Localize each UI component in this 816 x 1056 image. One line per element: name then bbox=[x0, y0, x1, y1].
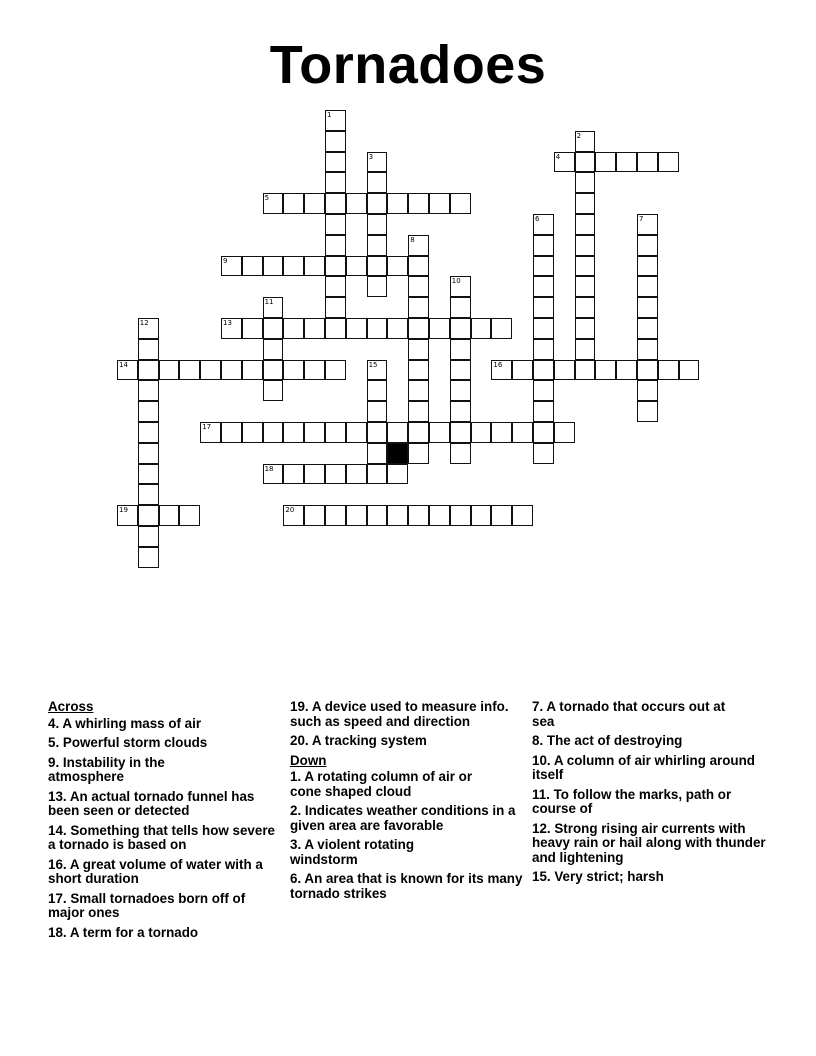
grid-cell[interactable] bbox=[637, 235, 658, 256]
across-heading: Across bbox=[48, 699, 94, 714]
grid-cell[interactable] bbox=[138, 547, 159, 568]
grid-cell[interactable] bbox=[346, 505, 367, 526]
grid-cell[interactable] bbox=[387, 318, 408, 339]
grid-cell[interactable] bbox=[304, 318, 325, 339]
grid-cell[interactable] bbox=[512, 505, 533, 526]
clue-down-7: 7. A tornado that occurs out at sea bbox=[532, 699, 726, 729]
grid-cell[interactable] bbox=[637, 339, 658, 360]
grid-cell[interactable] bbox=[283, 422, 304, 443]
grid-cell[interactable] bbox=[346, 318, 367, 339]
grid-cell[interactable] bbox=[533, 380, 554, 401]
clue-down-3: 3. A violent rotating windstorm bbox=[290, 837, 415, 867]
grid-cell[interactable] bbox=[242, 422, 263, 443]
grid-cell[interactable] bbox=[387, 422, 408, 443]
grid-cell[interactable] bbox=[450, 193, 471, 214]
grid-cell[interactable] bbox=[575, 318, 596, 339]
grid-cell[interactable] bbox=[263, 422, 284, 443]
grid-cell[interactable] bbox=[263, 297, 284, 318]
clue-number: 8 bbox=[410, 235, 415, 244]
grid-cell[interactable] bbox=[575, 152, 596, 173]
grid-cell[interactable] bbox=[450, 318, 471, 339]
grid-cell[interactable] bbox=[367, 152, 388, 173]
grid-cell[interactable] bbox=[637, 318, 658, 339]
grid-cell[interactable] bbox=[283, 464, 304, 485]
grid-cell[interactable] bbox=[554, 360, 575, 381]
grid-cell[interactable] bbox=[575, 297, 596, 318]
grid-cell[interactable] bbox=[491, 422, 512, 443]
grid-cell[interactable] bbox=[637, 380, 658, 401]
grid-cell[interactable] bbox=[159, 360, 180, 381]
grid-cell[interactable] bbox=[263, 380, 284, 401]
clue-number: 19 bbox=[119, 506, 128, 515]
clue-column-2 bbox=[290, 700, 526, 906]
grid-cell[interactable] bbox=[408, 360, 429, 381]
grid-cell[interactable] bbox=[533, 401, 554, 422]
grid-cell[interactable] bbox=[138, 360, 159, 381]
grid-cell[interactable] bbox=[283, 256, 304, 277]
grid-cell[interactable] bbox=[325, 318, 346, 339]
grid-cell[interactable] bbox=[138, 339, 159, 360]
grid-cell[interactable] bbox=[616, 152, 637, 173]
clue-across-17: 17. Small tornadoes born off of major ones bbox=[48, 890, 246, 920]
grid-cell[interactable] bbox=[408, 505, 429, 526]
grid-cell[interactable] bbox=[367, 422, 388, 443]
grid-cell[interactable] bbox=[325, 110, 346, 131]
grid-cell[interactable] bbox=[408, 276, 429, 297]
grid-cell[interactable] bbox=[304, 193, 325, 214]
grid-cell[interactable] bbox=[408, 380, 429, 401]
grid-cell[interactable] bbox=[637, 256, 658, 277]
grid-cell[interactable] bbox=[179, 505, 200, 526]
grid-cell[interactable] bbox=[138, 484, 159, 505]
clue-number: 5 bbox=[264, 194, 270, 203]
grid-cell[interactable] bbox=[304, 505, 325, 526]
grid-cell[interactable] bbox=[159, 505, 180, 526]
black-cell bbox=[387, 443, 408, 464]
grid-cell[interactable] bbox=[138, 422, 159, 443]
grid-cell[interactable] bbox=[367, 256, 388, 277]
grid-cell[interactable] bbox=[408, 318, 429, 339]
grid-cell[interactable] bbox=[325, 152, 346, 173]
crossword-grid bbox=[117, 110, 717, 580]
grid-cell[interactable] bbox=[367, 505, 388, 526]
grid-cell[interactable] bbox=[367, 464, 388, 485]
grid-cell[interactable] bbox=[221, 360, 242, 381]
grid-cell[interactable] bbox=[242, 360, 263, 381]
grid-cell[interactable] bbox=[408, 339, 429, 360]
clue-number: 11 bbox=[264, 298, 274, 307]
grid-cell[interactable] bbox=[367, 360, 388, 381]
clue-across-18: 18. A term for a tornado bbox=[48, 924, 199, 940]
grid-cell[interactable] bbox=[304, 422, 325, 443]
grid-cell[interactable] bbox=[637, 152, 658, 173]
grid-cell[interactable] bbox=[575, 360, 596, 381]
grid-cell[interactable] bbox=[575, 339, 596, 360]
clue-across-5: 5. Powerful storm clouds bbox=[48, 735, 208, 750]
grid-cell[interactable] bbox=[325, 297, 346, 318]
clue-across-20: 20. A tracking system bbox=[290, 733, 427, 748]
clue-number: 12 bbox=[139, 319, 149, 327]
grid-cell[interactable] bbox=[117, 505, 138, 526]
clue-number: 3 bbox=[368, 152, 374, 161]
clue-number: 9 bbox=[223, 256, 228, 265]
grid-cell[interactable] bbox=[387, 256, 408, 277]
grid-cell[interactable] bbox=[471, 318, 492, 339]
grid-cell[interactable] bbox=[471, 505, 492, 526]
grid-cell[interactable] bbox=[533, 339, 554, 360]
clue-column-3 bbox=[532, 700, 768, 890]
grid-cell[interactable] bbox=[325, 256, 346, 277]
clue-down-11: 11. To follow the marks, path or course of bbox=[532, 786, 732, 816]
grid-cell[interactable] bbox=[283, 193, 304, 214]
grid-cell[interactable] bbox=[367, 380, 388, 401]
grid-cell[interactable] bbox=[346, 193, 367, 214]
clue-number: 14 bbox=[119, 360, 128, 369]
grid-cell[interactable] bbox=[637, 214, 658, 235]
grid-cell[interactable] bbox=[367, 401, 388, 422]
grid-cell[interactable] bbox=[450, 297, 471, 318]
clue-number: 2 bbox=[576, 131, 582, 140]
grid-cell[interactable] bbox=[533, 297, 554, 318]
grid-cell[interactable] bbox=[408, 443, 429, 464]
grid-cell[interactable] bbox=[408, 235, 429, 256]
clue-down-6: 6. An area that is known for its many tornado strikes bbox=[290, 871, 523, 901]
grid-cell[interactable] bbox=[304, 464, 325, 485]
grid-cell[interactable] bbox=[200, 360, 221, 381]
grid-cell[interactable] bbox=[595, 360, 616, 381]
clue-number: 15 bbox=[368, 360, 378, 369]
grid-cell[interactable] bbox=[346, 422, 367, 443]
grid-cell[interactable] bbox=[387, 505, 408, 526]
grid-cell[interactable] bbox=[450, 443, 471, 464]
grid-cell[interactable] bbox=[138, 380, 159, 401]
grid-cell[interactable] bbox=[658, 152, 679, 173]
grid-cell[interactable] bbox=[283, 505, 304, 526]
grid-cell[interactable] bbox=[429, 422, 450, 443]
grid-cell[interactable] bbox=[367, 172, 388, 193]
grid-cell[interactable] bbox=[450, 505, 471, 526]
grid-cell[interactable] bbox=[325, 235, 346, 256]
grid-cell[interactable] bbox=[512, 422, 533, 443]
grid-cell[interactable] bbox=[533, 443, 554, 464]
grid-cell[interactable] bbox=[138, 464, 159, 485]
grid-cell[interactable] bbox=[387, 193, 408, 214]
grid-cell[interactable] bbox=[325, 214, 346, 235]
grid-cell[interactable] bbox=[263, 256, 284, 277]
grid-cell[interactable] bbox=[263, 464, 284, 485]
grid-cell[interactable] bbox=[679, 360, 700, 381]
clue-down-12: 12. Strong rising air currents with heavy rain or hail along with thunder and lightening bbox=[532, 820, 766, 865]
grid-cell[interactable] bbox=[554, 422, 575, 443]
grid-cell[interactable] bbox=[637, 401, 658, 422]
grid-cell[interactable] bbox=[138, 526, 159, 547]
grid-cell[interactable] bbox=[179, 360, 200, 381]
grid-cell[interactable] bbox=[346, 256, 367, 277]
grid-cell[interactable] bbox=[533, 235, 554, 256]
grid-cell[interactable] bbox=[325, 276, 346, 297]
grid-cell[interactable] bbox=[138, 505, 159, 526]
clue-down-15: 15. Very strict; harsh bbox=[532, 869, 664, 884]
clue-number: 17 bbox=[202, 423, 212, 431]
grid-cell[interactable] bbox=[138, 401, 159, 422]
clue-number: 7 bbox=[639, 215, 644, 223]
clue-across-4: 4. A whirling mass of air bbox=[48, 715, 202, 731]
grid-cell[interactable] bbox=[325, 505, 346, 526]
grid-cell[interactable] bbox=[491, 360, 512, 381]
grid-cell[interactable] bbox=[325, 193, 346, 214]
grid-cell[interactable] bbox=[637, 276, 658, 297]
grid-cell[interactable] bbox=[450, 339, 471, 360]
grid-cell[interactable] bbox=[533, 360, 554, 381]
grid-cell[interactable] bbox=[304, 256, 325, 277]
grid-cell[interactable] bbox=[595, 152, 616, 173]
grid-cell[interactable] bbox=[408, 297, 429, 318]
clue-column-1 bbox=[48, 700, 280, 945]
grid-cell[interactable] bbox=[533, 276, 554, 297]
grid-cell[interactable] bbox=[450, 401, 471, 422]
grid-cell[interactable] bbox=[346, 464, 367, 485]
grid-cell[interactable] bbox=[408, 256, 429, 277]
grid-cell[interactable] bbox=[138, 318, 159, 339]
grid-cell[interactable] bbox=[117, 360, 138, 381]
grid-cell[interactable] bbox=[221, 256, 242, 277]
grid-cell[interactable] bbox=[367, 276, 388, 297]
clue-down-10: 10. A column of air whirling around itself bbox=[532, 752, 755, 782]
clue-across-14: 14. Something that tells how severe a tornado is based on bbox=[48, 822, 275, 852]
grid-cell[interactable] bbox=[408, 401, 429, 422]
clue-down-1: 1. A rotating column of air or cone shaped cloud bbox=[290, 769, 473, 799]
clue-down-2: 2. Indicates weather conditions in a given area are favorable bbox=[290, 803, 516, 833]
down-heading: Down bbox=[290, 752, 327, 768]
grid-cell[interactable] bbox=[616, 360, 637, 381]
clue-number: 13 bbox=[223, 319, 232, 327]
grid-cell[interactable] bbox=[263, 318, 284, 339]
grid-cell[interactable] bbox=[533, 256, 554, 277]
grid-cell[interactable] bbox=[450, 276, 471, 297]
grid-cell[interactable] bbox=[554, 152, 575, 173]
grid-cell[interactable] bbox=[367, 318, 388, 339]
grid-cell[interactable] bbox=[283, 318, 304, 339]
clue-number: 4 bbox=[555, 152, 561, 161]
grid-cell[interactable] bbox=[367, 193, 388, 214]
grid-cell[interactable] bbox=[450, 422, 471, 443]
grid-cell[interactable] bbox=[138, 443, 159, 464]
grid-cell[interactable] bbox=[491, 505, 512, 526]
grid-cell[interactable] bbox=[325, 422, 346, 443]
grid-cell[interactable] bbox=[387, 464, 408, 485]
grid-cell[interactable] bbox=[575, 235, 596, 256]
grid-cell[interactable] bbox=[491, 318, 512, 339]
grid-cell[interactable] bbox=[533, 422, 554, 443]
grid-cell[interactable] bbox=[304, 360, 325, 381]
clue-across-13: 13. An actual tornado funnel has been seen or detected bbox=[48, 788, 255, 818]
grid-cell[interactable] bbox=[263, 360, 284, 381]
grid-cell[interactable] bbox=[429, 505, 450, 526]
grid-cell[interactable] bbox=[575, 131, 596, 152]
grid-cell[interactable] bbox=[408, 422, 429, 443]
clue-number: 10 bbox=[451, 277, 461, 286]
grid-cell[interactable] bbox=[325, 464, 346, 485]
grid-cell[interactable] bbox=[429, 193, 450, 214]
grid-cell[interactable] bbox=[637, 297, 658, 318]
grid-cell[interactable] bbox=[242, 318, 263, 339]
page-title: Tornadoes bbox=[269, 35, 547, 95]
grid-cell[interactable] bbox=[637, 360, 658, 381]
grid-cell[interactable] bbox=[533, 318, 554, 339]
clue-across-9: 9. Instability in the atmosphere bbox=[48, 754, 165, 784]
grid-cell[interactable] bbox=[221, 422, 242, 443]
grid-cell[interactable] bbox=[367, 214, 388, 235]
grid-cell[interactable] bbox=[575, 193, 596, 214]
clue-across-16: 16. A great volume of water with a short duration bbox=[48, 856, 263, 886]
grid-cell[interactable] bbox=[575, 172, 596, 193]
grid-cell[interactable] bbox=[263, 193, 284, 214]
grid-cell[interactable] bbox=[658, 360, 679, 381]
grid-cell[interactable] bbox=[325, 172, 346, 193]
grid-cell[interactable] bbox=[221, 318, 242, 339]
grid-cell[interactable] bbox=[367, 443, 388, 464]
grid-cell[interactable] bbox=[429, 318, 450, 339]
clue-down-8: 8. The act of destroying bbox=[532, 733, 683, 748]
grid-cell[interactable] bbox=[450, 360, 471, 381]
clue-number: 16 bbox=[493, 360, 503, 369]
grid-cell[interactable] bbox=[575, 276, 596, 297]
clue-number: 6 bbox=[535, 215, 540, 223]
grid-cell[interactable] bbox=[325, 360, 346, 381]
clue-number: 1 bbox=[327, 111, 332, 119]
grid-cell[interactable] bbox=[575, 214, 596, 235]
clue-across-19: 19. A device used to measure info. such as speed and direction bbox=[290, 699, 509, 729]
grid-cell[interactable] bbox=[575, 256, 596, 277]
clue-number: 20 bbox=[285, 506, 295, 515]
grid-cell[interactable] bbox=[512, 360, 533, 381]
grid-cell[interactable] bbox=[242, 256, 263, 277]
grid-cell[interactable] bbox=[200, 422, 221, 443]
clue-number: 18 bbox=[264, 464, 274, 473]
grid-cell[interactable] bbox=[408, 193, 429, 214]
grid-cell[interactable] bbox=[283, 360, 304, 381]
grid-cell[interactable] bbox=[533, 214, 554, 235]
grid-cell[interactable] bbox=[325, 131, 346, 152]
grid-cell[interactable] bbox=[450, 380, 471, 401]
grid-cell[interactable] bbox=[263, 339, 284, 360]
grid-cell[interactable] bbox=[471, 422, 492, 443]
grid-cell[interactable] bbox=[367, 235, 388, 256]
